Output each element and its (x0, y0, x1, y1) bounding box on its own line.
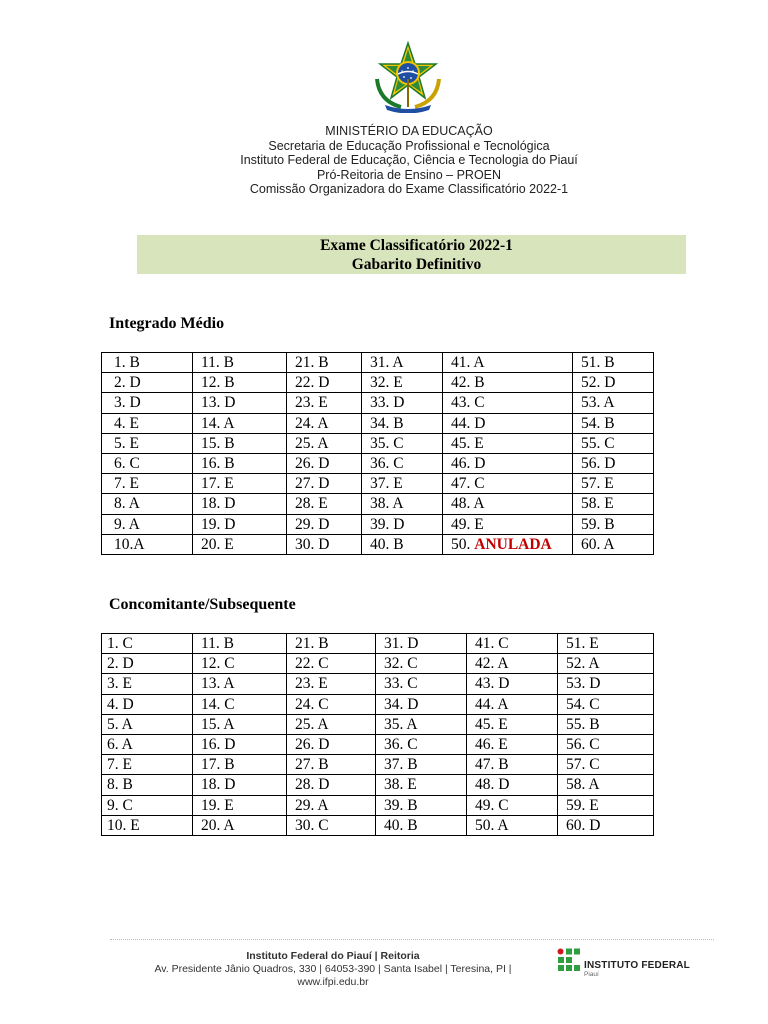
answer-cell (102, 634, 193, 654)
answer-cell (193, 775, 287, 795)
table-row (102, 734, 654, 754)
answer-text: 3. E (107, 675, 132, 693)
table-row (102, 453, 654, 473)
answer-cell (467, 634, 558, 654)
answer-text: 38. A (370, 495, 404, 513)
answer-text: 17. E (201, 475, 234, 493)
answer-cell (467, 755, 558, 775)
answer-cell (102, 373, 193, 393)
answer-cell (287, 393, 362, 413)
answer-cell (287, 474, 362, 494)
answer-cell (573, 474, 654, 494)
answer-text: 36. C (384, 736, 418, 754)
answer-text: 30. D (295, 535, 330, 553)
answer-cell (362, 393, 443, 413)
coat-of-arms-logo (371, 39, 445, 113)
answer-table-integrado (101, 352, 654, 555)
header-line-institute: Instituto Federal de Educação, Ciência e Tecnologia do Piauí (240, 153, 578, 168)
answer-cell (193, 494, 287, 514)
answer-text: 3. D (114, 394, 141, 412)
answer-text: 51. B (581, 354, 615, 372)
answer-text: 19. E (201, 796, 234, 814)
answer-cell (443, 514, 573, 534)
answer-text: 34. D (384, 695, 419, 713)
answer-text: 59. E (566, 796, 599, 814)
answer-text: 43. D (475, 675, 510, 693)
answer-text: 22. C (295, 655, 329, 673)
answer-text: 22. D (295, 374, 330, 392)
answer-cell (193, 534, 287, 554)
answer-cell (558, 815, 654, 835)
answer-cell (102, 494, 193, 514)
answer-cell (467, 815, 558, 835)
answer-text: 52. A (566, 655, 600, 673)
answer-cell (362, 534, 443, 554)
answer-text: 1. C (107, 635, 133, 653)
answer-cell (287, 795, 376, 815)
answer-cell (376, 815, 467, 835)
answer-text: 6. A (107, 736, 133, 754)
answer-cell (287, 413, 362, 433)
answer-text: 29. A (295, 796, 329, 814)
answer-cell (102, 453, 193, 473)
answer-cell (193, 654, 287, 674)
answer-text: 55. B (566, 715, 600, 733)
answer-cell (287, 353, 362, 373)
answer-cell (443, 353, 573, 373)
answer-cell (287, 815, 376, 835)
answer-cell (376, 795, 467, 815)
answer-text: 6. C (114, 455, 140, 473)
answer-cell (573, 534, 654, 554)
answer-text: 46. E (475, 736, 508, 754)
footer-address-block (120, 950, 546, 989)
answer-cell (362, 474, 443, 494)
answer-text: 24. A (295, 414, 329, 432)
table-row (102, 714, 654, 734)
answer-text: 58. A (566, 776, 600, 794)
answer-cell (193, 674, 287, 694)
answer-text: 31. D (384, 635, 419, 653)
answer-cell (193, 714, 287, 734)
table-row (102, 654, 654, 674)
answer-text: 49. E (451, 515, 484, 533)
table-row (102, 674, 654, 694)
answer-text: 41. C (475, 635, 509, 653)
answer-text: 32. C (384, 655, 418, 673)
answer-cell (467, 654, 558, 674)
answer-text: 16. B (201, 455, 235, 473)
footer-address: Av. Presidente Jânio Quadros, 330 | 64053-390 | Santa Isabel | Teresina, PI | www.ifpi.edu.br (154, 963, 512, 988)
table-row (102, 775, 654, 795)
answer-cell (443, 373, 573, 393)
header-line-proen: Pró-Reitoria de Ensino – PROEN (316, 167, 502, 182)
answer-text: 43. C (451, 394, 485, 412)
answer-cell (573, 353, 654, 373)
answer-cell (573, 514, 654, 534)
answer-text: 23. E (295, 394, 328, 412)
answer-cell (102, 474, 193, 494)
answer-text: 60. D (566, 816, 601, 834)
answer-cell (287, 775, 376, 795)
answer-text: 9. C (107, 796, 133, 814)
answer-cell (193, 815, 287, 835)
answer-cell (362, 433, 443, 453)
answer-text: 16. D (201, 736, 236, 754)
answer-cell (376, 694, 467, 714)
answer-text: 34. B (370, 414, 404, 432)
answer-text: 21. B (295, 635, 329, 653)
answer-text: 32. E (370, 374, 403, 392)
table-row (102, 373, 654, 393)
table-row (102, 514, 654, 534)
answer-text: 42. A (475, 655, 509, 673)
answer-cell (362, 373, 443, 393)
answer-text: 39. B (384, 796, 418, 814)
table-row (102, 413, 654, 433)
answer-text: 14. A (201, 414, 235, 432)
answer-cell (558, 734, 654, 754)
answer-text: 19. D (201, 515, 236, 533)
answer-cell (558, 795, 654, 815)
table-row (102, 534, 654, 554)
answer-cell (193, 634, 287, 654)
answer-text: 8. B (107, 776, 133, 794)
answer-text: 4. D (107, 695, 134, 713)
answer-cell (362, 494, 443, 514)
answer-text: 25. A (295, 434, 329, 452)
header-line-secretariat: Secretaria de Educação Profissional e Tecnológica (268, 138, 550, 153)
answer-cell (376, 755, 467, 775)
answer-cell (443, 393, 573, 413)
answer-text: 35. A (384, 715, 418, 733)
answer-cell (193, 393, 287, 413)
answer-text: 56. D (581, 455, 616, 473)
answer-text: 2. D (114, 374, 141, 392)
answer-table-concomitante (101, 633, 654, 836)
answer-cell (193, 514, 287, 534)
answer-cell (287, 634, 376, 654)
document-title-box (137, 235, 686, 274)
answer-cell (193, 413, 287, 433)
answer-text: 55. C (581, 434, 615, 452)
answer-text: 28. E (295, 495, 328, 513)
ministry-header (0, 124, 768, 197)
answer-cell (362, 413, 443, 433)
answer-text: 54. C (566, 695, 600, 713)
answer-cell (443, 453, 573, 473)
answer-cell (102, 775, 193, 795)
answer-text: 28. D (295, 776, 330, 794)
answer-table-body (102, 353, 654, 555)
answer-cell (467, 714, 558, 734)
answer-text: 56. C (566, 736, 600, 754)
answer-text: 12. B (201, 374, 235, 392)
exam-subtitle: Gabarito Definitivo (351, 256, 482, 273)
answer-text: 10. E (107, 816, 140, 834)
table-row (102, 474, 654, 494)
answer-text: 39. D (370, 515, 405, 533)
header-line-ministry: MINISTÉRIO DA EDUCAÇÃO (325, 124, 493, 138)
answer-cell (102, 795, 193, 815)
answer-text: 44. D (451, 414, 486, 432)
annulled-label: ANULADA (474, 535, 552, 553)
answer-cell (287, 694, 376, 714)
answer-cell (102, 534, 193, 554)
table-row (102, 634, 654, 654)
answer-cell (287, 514, 362, 534)
answer-text: 48. A (451, 495, 485, 513)
answer-cell (287, 734, 376, 754)
answer-text: 1. B (114, 354, 140, 372)
answer-cell (102, 674, 193, 694)
answer-text: 11. B (201, 635, 235, 653)
answer-text: 5. E (114, 434, 139, 452)
answer-text: 33. C (384, 675, 418, 693)
answer-cell (376, 674, 467, 694)
table-row (102, 494, 654, 514)
answer-text: 20. E (201, 535, 234, 553)
answer-text: 48. D (475, 776, 510, 794)
ifpi-logo-text (584, 960, 690, 978)
answer-text: 13. A (201, 675, 235, 693)
answer-text: 54. B (581, 414, 615, 432)
answer-cell (573, 494, 654, 514)
answer-text: 31. A (370, 354, 404, 372)
answer-text: 23. E (295, 675, 328, 693)
answer-cell (362, 514, 443, 534)
answer-text: 57. C (566, 756, 600, 774)
answer-cell (573, 453, 654, 473)
answer-cell (287, 755, 376, 775)
answer-text: 47. B (475, 756, 509, 774)
answer-text: 24. C (295, 695, 329, 713)
answer-cell (573, 413, 654, 433)
answer-cell (443, 474, 573, 494)
answer-cell (558, 674, 654, 694)
answer-text: 37. E (370, 475, 403, 493)
answer-text: 26. D (295, 455, 330, 473)
answer-cell (362, 453, 443, 473)
answer-cell (443, 433, 573, 453)
answer-cell (362, 353, 443, 373)
table-row (102, 755, 654, 775)
answer-cell (558, 755, 654, 775)
answer-text: 30. C (295, 816, 329, 834)
table-row (102, 353, 654, 373)
answer-text: 33. D (370, 394, 405, 412)
answer-cell (102, 654, 193, 674)
answer-text: 7. E (114, 475, 139, 493)
footer-institution: Instituto Federal do Piauí | Reitoria (246, 950, 420, 962)
section-title-integrado: Integrado Médio (109, 315, 225, 332)
answer-text: 57. E (581, 475, 614, 493)
answer-cell (287, 674, 376, 694)
header-line-commission: Comissão Organizadora do Exame Classificatório 2022-1 (249, 182, 569, 197)
answer-text: 47. C (451, 475, 485, 493)
answer-cell (193, 373, 287, 393)
answer-text: 45. E (475, 715, 508, 733)
answer-text: 49. C (475, 796, 509, 814)
answer-cell (467, 795, 558, 815)
answer-text: 4. E (114, 414, 139, 432)
answer-cell (193, 734, 287, 754)
answer-cell (573, 373, 654, 393)
answer-cell (102, 433, 193, 453)
answer-cell (102, 413, 193, 433)
answer-text: 41. A (451, 354, 485, 372)
answer-text: 53. D (566, 675, 601, 693)
answer-text: 25. A (295, 715, 329, 733)
answer-text: 58. E (581, 495, 614, 513)
answer-cell (467, 734, 558, 754)
answer-cell (376, 654, 467, 674)
ifpi-logo-icon (557, 948, 581, 972)
answer-text: 15. A (201, 715, 235, 733)
footer-divider (110, 939, 714, 940)
answer-cell (376, 714, 467, 734)
answer-text: 21. B (295, 354, 329, 372)
answer-text: 51. E (566, 635, 599, 653)
answer-text: 60. A (581, 535, 615, 553)
answer-text: 8. A (114, 495, 140, 513)
answer-text: 44. A (475, 695, 509, 713)
answer-cell (102, 815, 193, 835)
answer-text: 10.A (114, 535, 145, 553)
table-row (102, 694, 654, 714)
answer-text: 9. A (114, 515, 140, 533)
answer-text: 11. B (201, 354, 235, 372)
answer-text: 36. C (370, 455, 404, 473)
answer-text: 14. C (201, 695, 235, 713)
table-row (102, 815, 654, 835)
answer-text: 17. B (201, 756, 235, 774)
answer-cell (102, 514, 193, 534)
answer-text: 52. D (581, 374, 616, 392)
answer-cell (558, 694, 654, 714)
answer-cell (467, 694, 558, 714)
answer-cell (287, 373, 362, 393)
table-row (102, 393, 654, 413)
answer-text: 26. D (295, 736, 330, 754)
answer-text: 50. (451, 535, 475, 553)
answer-cell (287, 494, 362, 514)
answer-cell (102, 694, 193, 714)
answer-cell (193, 433, 287, 453)
answer-cell (443, 494, 573, 514)
answer-cell (102, 353, 193, 373)
answer-cell (443, 413, 573, 433)
answer-cell (467, 674, 558, 694)
answer-cell (558, 775, 654, 795)
answer-cell (573, 433, 654, 453)
answer-cell (287, 714, 376, 734)
answer-cell (376, 734, 467, 754)
answer-text: 12. C (201, 655, 235, 673)
exam-title: Exame Classificatório 2022-1 (320, 237, 513, 254)
answer-text: 7. E (107, 756, 132, 774)
answer-cell (287, 433, 362, 453)
answer-text: 18. D (201, 495, 236, 513)
answer-text: 27. B (295, 756, 329, 774)
answer-text: 42. B (451, 374, 485, 392)
answer-text: 15. B (201, 434, 235, 452)
answer-text: 2. D (107, 655, 134, 673)
answer-cell (193, 453, 287, 473)
answer-cell (193, 795, 287, 815)
table-row (102, 795, 654, 815)
answer-cell (102, 714, 193, 734)
answer-text: 18. D (201, 776, 236, 794)
answer-text: 53. A (581, 394, 615, 412)
answer-text: 29. D (295, 515, 330, 533)
answer-text: 46. D (451, 455, 486, 473)
answer-cell (573, 393, 654, 413)
answer-cell (558, 714, 654, 734)
answer-text: 27. D (295, 475, 330, 493)
answer-text: 37. B (384, 756, 418, 774)
section-title-concomitante: Concomitante/Subsequente (109, 596, 296, 613)
answer-text: 45. E (451, 434, 484, 452)
answer-cell (193, 755, 287, 775)
answer-cell (102, 755, 193, 775)
answer-cell (193, 353, 287, 373)
answer-cell (287, 534, 362, 554)
answer-cell (376, 634, 467, 654)
logo-sub: Piauí (584, 971, 599, 978)
answer-cell (467, 775, 558, 795)
answer-text: 38. E (384, 776, 417, 794)
answer-text: 20. A (201, 816, 235, 834)
answer-cell (287, 654, 376, 674)
answer-text: 59. B (581, 515, 615, 533)
answer-cell (193, 474, 287, 494)
answer-cell (376, 775, 467, 795)
answer-cell (287, 453, 362, 473)
answer-cell (443, 534, 573, 554)
answer-cell (558, 634, 654, 654)
answer-table-body (102, 634, 654, 836)
answer-text: 40. B (384, 816, 418, 834)
answer-cell (102, 734, 193, 754)
logo-name: INSTITUTO FEDERAL (584, 960, 690, 971)
answer-cell (558, 654, 654, 674)
answer-text: 40. B (370, 535, 404, 553)
answer-text: 50. A (475, 816, 509, 834)
answer-text: 13. D (201, 394, 236, 412)
answer-text: 35. C (370, 434, 404, 452)
answer-cell (193, 694, 287, 714)
answer-cell (102, 393, 193, 413)
answer-text: 5. A (107, 715, 133, 733)
table-row (102, 433, 654, 453)
